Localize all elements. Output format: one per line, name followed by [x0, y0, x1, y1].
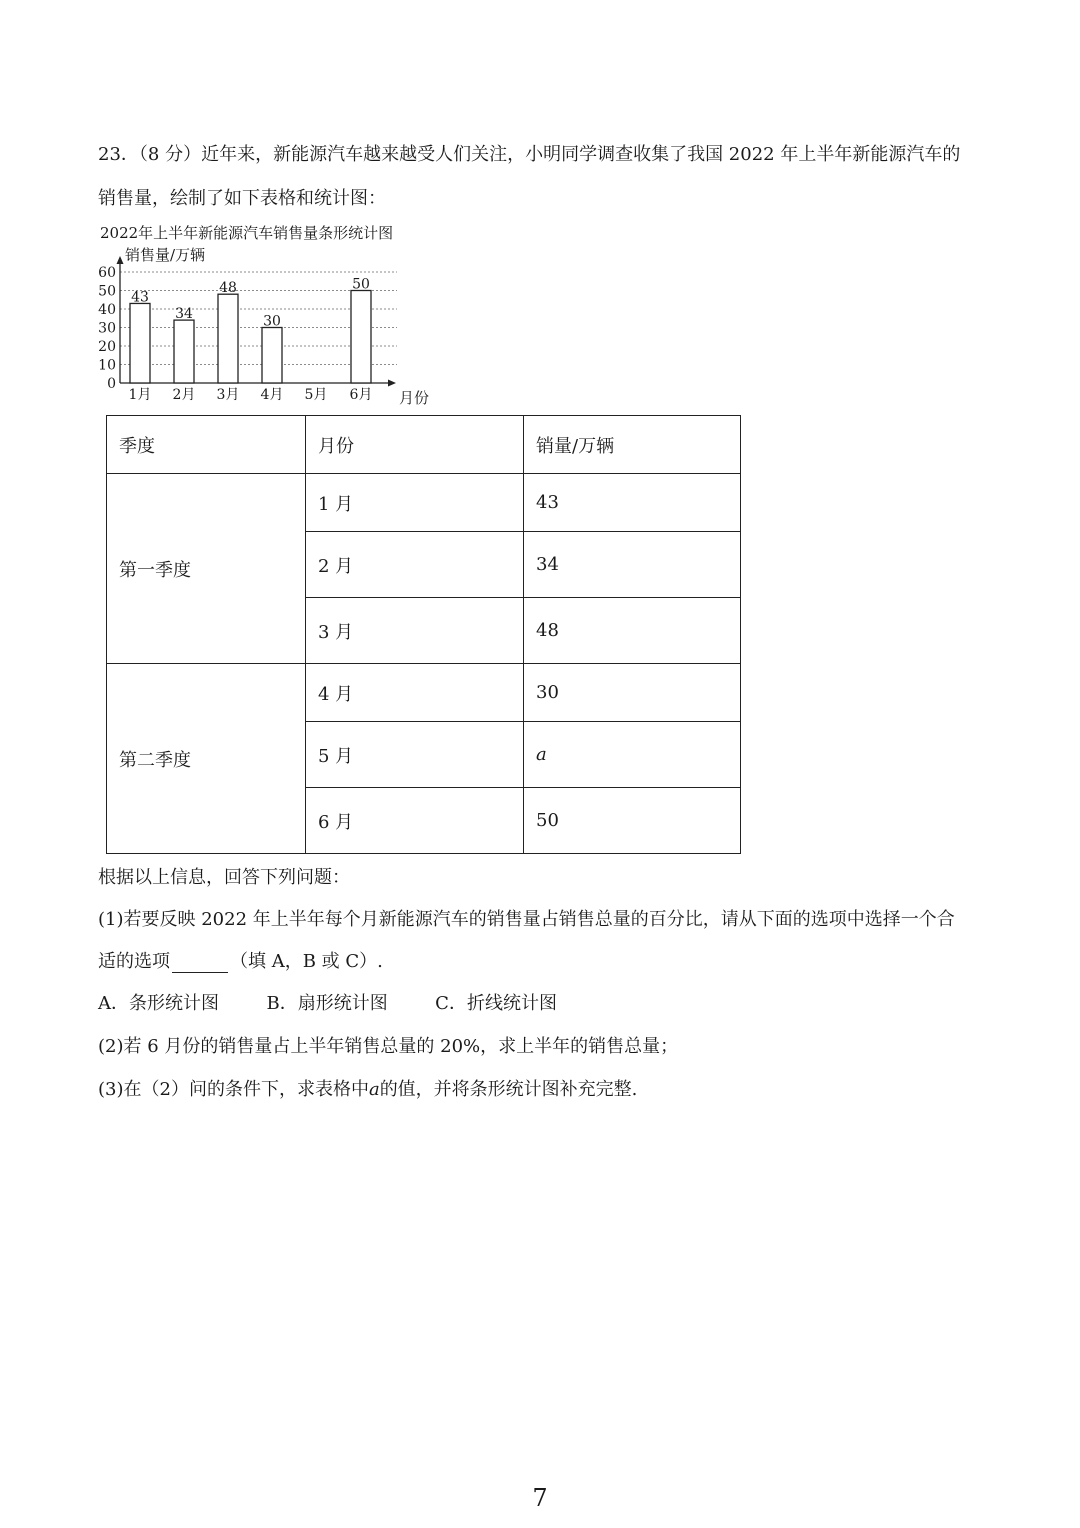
table-header-row — [107, 416, 741, 474]
table-row — [107, 474, 741, 532]
y-tick-label: 40 — [98, 302, 116, 318]
table-header-cell: 销量/万辆 — [524, 416, 741, 474]
question-3 — [98, 1075, 637, 1101]
option-b: B．扇形统计图 — [266, 993, 388, 1014]
y-tick-label: 20 — [98, 339, 116, 355]
x-tick-label: 6月 — [349, 387, 373, 403]
page-number: 7 — [532, 1484, 548, 1512]
options-line — [98, 989, 557, 1015]
quarter-cell: 第二季度 — [107, 664, 306, 854]
sales-value-cell: 34 — [524, 532, 741, 598]
month-cell: 6 月 — [306, 788, 524, 854]
chart-title: 2022年上半年新能源汽车销售量条形统计图 — [100, 224, 394, 242]
option-a: A．条形统计图 — [98, 993, 219, 1014]
y-axis-arrow — [117, 256, 124, 264]
month-cell: 3 月 — [306, 598, 524, 664]
sales-table — [106, 415, 741, 854]
question-intro-line1: 23．（8 分）近年来，新能源汽车越来越受人们关注，小明同学调查收集了我国 2022 年上半年新能源汽车的 — [98, 144, 961, 165]
question-1-text-a: 适的选项 — [98, 951, 170, 972]
question-1-text-b: （填 A，B 或 C）. — [230, 951, 383, 972]
data-label: 43 — [131, 289, 149, 306]
sales-value-cell: 48 — [524, 598, 741, 664]
quarter-cell: 第一季度 — [107, 474, 306, 664]
question-3-variable: a — [368, 1079, 380, 1100]
sales-value-cell: 43 — [524, 474, 741, 532]
answer-blank[interactable] — [172, 954, 228, 973]
x-tick-label: 1月 — [128, 387, 152, 403]
prompt-text: 根据以上信息，回答下列问题： — [98, 867, 350, 888]
x-axis-label: 月份 — [399, 389, 430, 407]
option-c: C．折线统计图 — [435, 993, 557, 1014]
bar-chart — [96, 220, 430, 410]
data-label: 50 — [352, 276, 370, 293]
question-2: (2)若 6 月份的销售量占上半年销售总量的 20%，求上半年的销售总量； — [98, 1036, 679, 1057]
x-axis-arrow — [388, 380, 396, 387]
y-axis-label: 销售量/万辆 — [125, 246, 206, 264]
bar — [262, 328, 282, 384]
y-tick-label: 10 — [98, 357, 116, 374]
question-intro-line2: 销售量，绘制了如下表格和统计图： — [98, 188, 386, 209]
table-header-cell: 月份 — [306, 416, 524, 474]
bar — [174, 320, 194, 383]
question-1-line1: (1)若要反映 2022 年上半年每个月新能源汽车的销售量占销售总量的百分比，请从下面的选项中选择一个合 — [98, 909, 955, 930]
y-tick-label: 30 — [98, 320, 116, 337]
data-label: 34 — [175, 306, 193, 323]
x-tick-label: 2月 — [172, 387, 196, 403]
bar-chart-svg — [96, 220, 430, 410]
x-tick-label: 5月 — [304, 387, 328, 403]
question-3-text-a: (3)在（2）问的条件下，求表格中 — [98, 1079, 369, 1100]
month-cell: 4 月 — [306, 664, 524, 722]
month-cell: 5 月 — [306, 722, 524, 788]
x-tick-label: 3月 — [216, 387, 240, 403]
sales-value-cell: 50 — [524, 788, 741, 854]
data-label: 48 — [219, 280, 237, 297]
bar — [351, 291, 371, 384]
month-cell: 2 月 — [306, 532, 524, 598]
y-tick-label: 50 — [98, 283, 116, 300]
data-label: 30 — [263, 313, 281, 330]
x-tick-label: 4月 — [260, 387, 284, 403]
bar — [218, 294, 238, 383]
table-row — [107, 664, 741, 722]
y-tick-label: 0 — [107, 376, 116, 392]
table-header-cell: 季度 — [107, 416, 306, 474]
question-3-text-b: 的值，并将条形统计图补充完整. — [379, 1079, 638, 1100]
bar — [130, 303, 150, 383]
month-cell: 1 月 — [306, 474, 524, 532]
question-1-line2 — [98, 947, 383, 973]
sales-value-cell: a — [524, 722, 741, 788]
sales-value-cell: 30 — [524, 664, 741, 722]
y-tick-label: 60 — [98, 265, 116, 281]
